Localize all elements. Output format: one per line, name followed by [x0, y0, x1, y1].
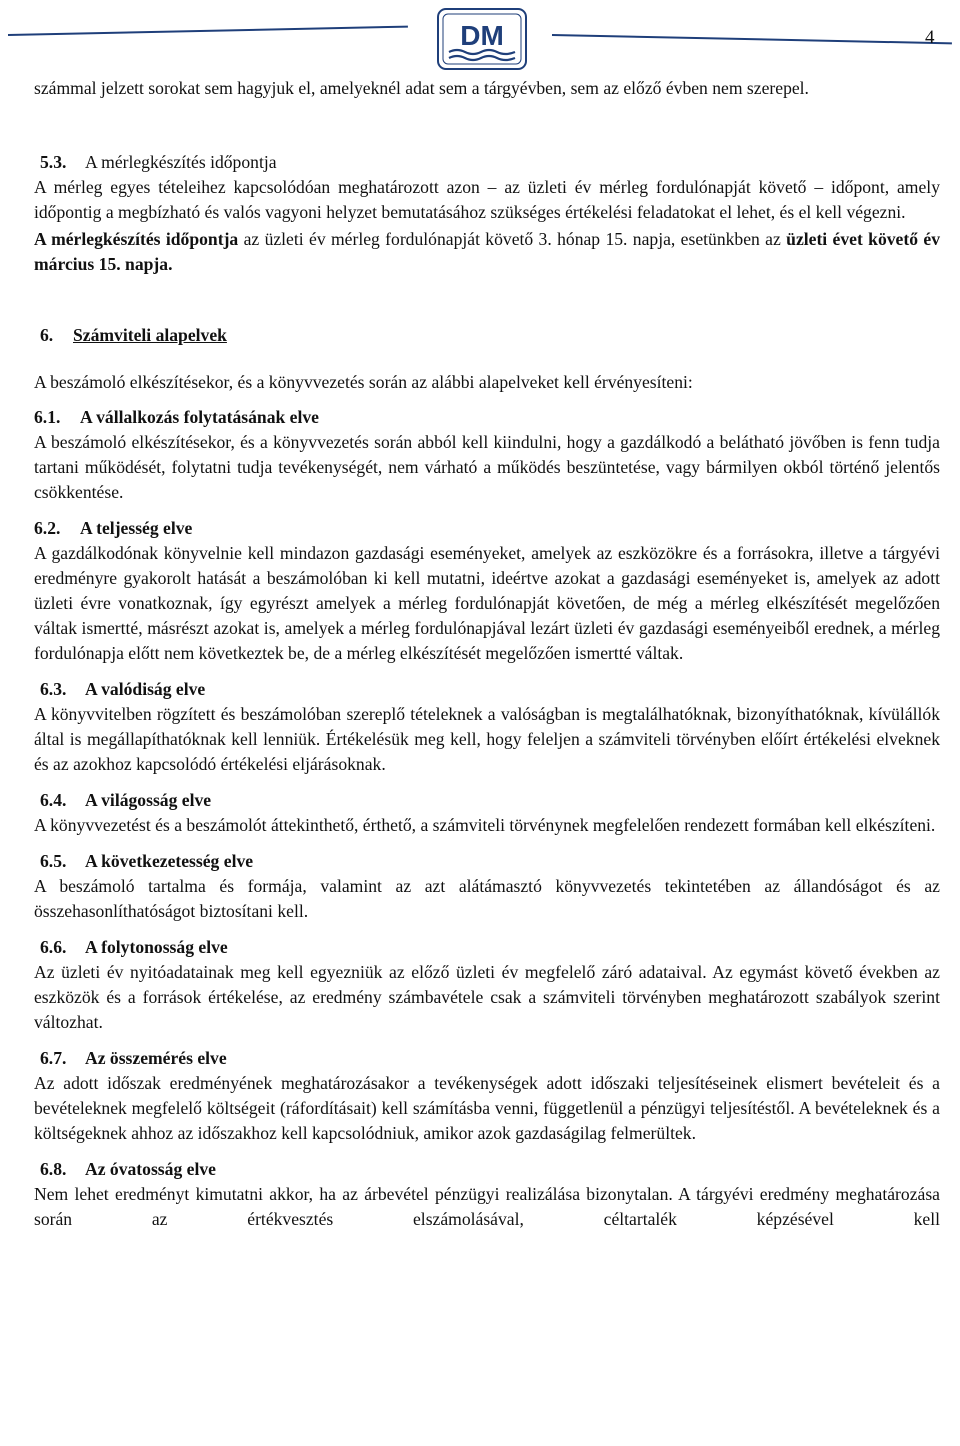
section-number: 6. [40, 325, 54, 345]
section-number: 6.8. [40, 1159, 67, 1179]
section-5-3-para2 [34, 227, 940, 277]
section-number: 6.1. [34, 407, 61, 427]
section-title: A következetesség elve [85, 851, 254, 871]
section-6-heading [34, 323, 940, 348]
section-6-5-heading [34, 849, 940, 874]
logo-text: DM [460, 20, 504, 51]
section-title: Az óvatosság elve [85, 1159, 216, 1179]
section-6-5-text: A beszámoló tartalma és formája, valamint az azt alátámasztó könyvvezetés tekintetében az állandóságot és az összehasonlíthatóságot biztosítani kell. [34, 876, 940, 921]
section-6-1-text: A beszámoló elkészítésekor, és a könyvvezetés során abból kell kiindulni, hogy a gazdálkodó a belátható jövőben is fenn tudja tartani működését, folytatni tudja tevékenységét, nem várható a működés beszüntetése, vagy bármilyen okból történő jelentős csökkentése. [34, 432, 940, 502]
bold-term: üzleti évet követő év március 15. napja. [34, 229, 940, 274]
section-6-8-heading [34, 1157, 940, 1182]
section-number: 6.6. [40, 937, 67, 957]
section-number: 6.5. [40, 851, 67, 871]
page-number: 4 [925, 27, 935, 48]
section-6-3-heading [34, 677, 940, 702]
section-5-3-para1: A mérleg egyes tételeihez kapcsolódóan meghatározott azon – az üzleti év mérleg fordulónapját követő – időpont, amely időpontig a megbízható és valós vagyoni helyzet bemutatásához szükséges értékelési feladatokat el lehet, és el kell végezni. [34, 177, 940, 222]
section-6-2-heading [34, 516, 940, 541]
section-6-6-text: Az üzleti év nyitóadatainak meg kell egyezniük az előző üzleti év megfelelő záró adataival. Az egymást követő években az eszközök és a források értékelése, az eredmény számbavétele csak a számviteli törvényben meghatározott szabályok szerint változhat. [34, 962, 940, 1032]
section-number: 6.3. [40, 679, 67, 699]
section-6-2-text: A gazdálkodónak könyvelnie kell mindazon gazdasági eseményeket, amelyek az eszközökre és a forrásokra, illetve a tárgyévi eredményre gyakorolt hatását a beszámolóban ki kell mutatni, ideértve azokat a gazdasági eseményeket is, amelyek az adott üzleti évre vonatkoznak, így egyrészt amelyek a mérleg fordulónapját követően, de még a mérleg elkészítését megelőzően váltak ismertté, másrészt azokat is, amelyek a mérleg fordulónapjával lezárt üzleti év gazdasági eseményeiből erednek, a mérleg fordulónapja előtt nem következtek be, de a mérleg elkészítését megelőzően ismertté váltak. [34, 543, 940, 663]
section-6-intro: A beszámoló elkészítésekor, és a könyvvezetés során az alábbi alapelveket kell érvényesíteni: [34, 372, 693, 392]
intro-paragraph: számmal jelzett sorokat sem hagyjuk el, amelyeknél adat sem a tárgyévben, sem az előző évben nem szerepel. [34, 78, 809, 98]
plain-text: az üzleti év mérleg fordulónapját követő 3. hónap 15. napja, esetünkben az [238, 229, 787, 249]
section-6-7-text: Az adott időszak eredményének meghatározásakor a tevékenységek adott időszaki teljesítéseinek elismert bevételeit és a bevételeknek megfelelő költségeit (ráfordításait) kell számításba venni, függetlenül a pénzügyi teljesítéstől. A bevételeknek és a költségeknek ahhoz az időszakhoz kell kapcsolódniuk, amikor azok gazdaságilag felmerültek. [34, 1073, 940, 1143]
section-title: A vállalkozás folytatásának elve [80, 407, 319, 427]
section-number: 6.7. [40, 1048, 67, 1068]
section-title: A teljesség elve [80, 518, 193, 538]
section-title: A valódiság elve [85, 679, 206, 699]
section-6-8-text: Nem lehet eredményt kimutatni akkor, ha az árbevétel pénzügyi realizálása bizonytalan. A tárgyévi eredmény meghatározása során az értékvesztés elszámolásával, céltartalék képzésével kell [34, 1184, 940, 1229]
section-number: 6.2. [34, 518, 61, 538]
section-6-3-text: A könyvvitelben rögzített és beszámolóban szereplő tételeknek a valóságban is megtalálhatóknak, bizonyíthatóknak, kívülállók által is megállapíthatóknak kell lenniük. Értékelésük meg kell, hogy feleljen a számviteli törvényben előírt értékelési elveknek és az azokhoz kapcsolódó értékelési eljárásoknak. [34, 704, 940, 774]
section-title: Számviteli alapelvek [73, 325, 227, 345]
header-rule-right [552, 34, 952, 44]
bold-term: A mérlegkészítés időpontja [34, 229, 239, 249]
section-title: A folytonosság elve [85, 937, 228, 957]
section-6-4-text: A könyvvezetést és a beszámolót áttekinthető, érthető, a számviteli törvénynek megfelelően rendezett formában kell elkészíteni. [34, 815, 936, 835]
dm-logo [437, 8, 527, 70]
section-5-3-heading [34, 150, 940, 175]
section-6-7-heading [34, 1046, 940, 1071]
section-number: 5.3. [40, 152, 67, 172]
section-6-6-heading [34, 935, 940, 960]
section-6-4-heading [34, 788, 940, 813]
section-title: A mérlegkészítés időpontja [85, 152, 277, 172]
section-title: A világosság elve [85, 790, 212, 810]
section-number: 6.4. [40, 790, 67, 810]
document-body [34, 76, 940, 1232]
section-title: Az összemérés elve [85, 1048, 227, 1068]
section-6-1-heading [34, 405, 940, 430]
header-rule-left [8, 26, 408, 36]
